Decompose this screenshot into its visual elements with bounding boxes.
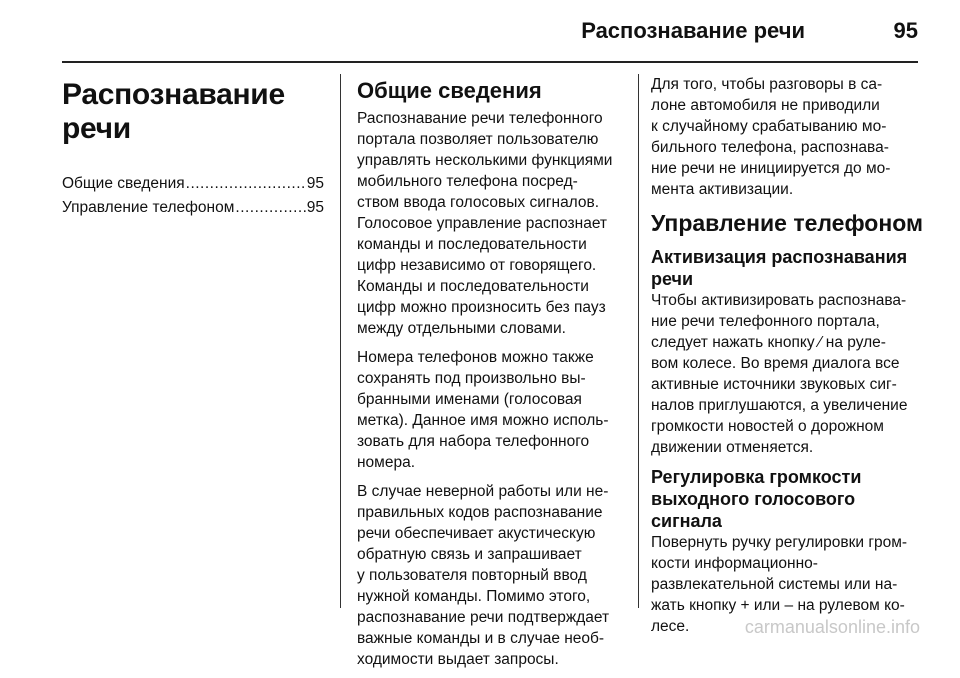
page-number: 95 — [893, 18, 918, 43]
toc-entry-phone-control[interactable] — [62, 196, 324, 220]
text-line: речи — [651, 269, 694, 289]
text-line: распознавание речи подтверждает — [357, 609, 610, 626]
text-line: нужной команды. Помимо этого, — [357, 588, 591, 605]
text-line: бильного телефона, распознава- — [651, 139, 889, 156]
text-line: вом колесе. Во время диалога все — [651, 355, 900, 372]
column-divider — [340, 74, 341, 608]
text-line: Регулировка громкости — [651, 467, 862, 487]
text-line: активные источники звуковых сиг- — [651, 376, 897, 393]
text-line: лесе. — [651, 618, 690, 635]
paragraph — [651, 74, 926, 200]
text-line: громкости новостей о дорожном — [651, 418, 884, 435]
text-line: команды и последовательности — [357, 236, 587, 253]
text-line: важные команды и в случае необ- — [357, 630, 605, 647]
text-line: правильных кодов распознавание — [357, 504, 603, 521]
text-line: у пользователя повторный ввод — [357, 567, 587, 584]
text-line: цифр независимо от говорящего. — [357, 257, 597, 274]
chapter-title: Распознавание речи — [62, 78, 285, 145]
toc-label: Управление телефоном — [62, 199, 235, 216]
middle-column — [357, 74, 625, 678]
text-line: Повернуть ручку регулировки гром- — [651, 534, 908, 551]
text-line: мобильного телефона посред- — [357, 173, 578, 190]
text-line: ходимости выдает запросы. — [357, 651, 559, 668]
paragraph — [357, 108, 625, 339]
text-line: обратную связь и запрашивает — [357, 546, 582, 563]
text-line: между отдельными словами. — [357, 320, 566, 337]
paragraph — [357, 347, 625, 473]
text-line: метка). Данное имя можно исполь- — [357, 412, 609, 429]
text-line: речи обеспечивает акустическую — [357, 525, 596, 542]
toc-leader — [186, 172, 306, 196]
text-line: Распознавание речи телефонного — [357, 110, 603, 127]
text-line: лоне автомобиля не приводили — [651, 97, 880, 114]
text-line: управлять несколькими функциями — [357, 152, 613, 169]
text-line: развлекательной системы или на- — [651, 576, 898, 593]
toc-leader — [235, 196, 305, 220]
subsection-heading — [651, 246, 926, 290]
text-line: следует нажать кнопку ⁄ на руле- — [651, 334, 886, 351]
text-line: ние речи телефонного портала, — [651, 313, 880, 330]
text-line: ством ввода голосовых сигналов. — [357, 194, 600, 211]
right-column — [651, 74, 926, 645]
text-line: сигнала — [651, 511, 722, 531]
column-divider — [638, 74, 639, 608]
text-line: сохранять под произвольно вы- — [357, 370, 586, 387]
toc-page: 95 — [306, 175, 324, 192]
text-line: цифр можно произносить без пауз — [357, 299, 606, 316]
text-line: портала позволяет пользователю — [357, 131, 599, 148]
paragraph — [651, 290, 926, 458]
text-line: движении отменяется. — [651, 439, 814, 456]
text-line: к случайному срабатыванию мо- — [651, 118, 887, 135]
text-line: В случае неверной работы или не- — [357, 483, 609, 500]
text-line: налов приглушаются, а увеличение — [651, 397, 908, 414]
text-line: выходного голосового — [651, 489, 856, 509]
text-line: Активизация распознавания — [651, 247, 908, 267]
text-line: кости информационно- — [651, 555, 818, 572]
section-heading-phone-control: Управление телефоном — [651, 210, 923, 236]
text-line: Для того, чтобы разговоры в са- — [651, 76, 883, 93]
text-line: ние речи не инициируется до мо- — [651, 160, 891, 177]
toc-entry-general[interactable] — [62, 172, 324, 196]
section-heading-general: Общие сведения — [357, 78, 542, 103]
subsection-heading — [651, 466, 926, 532]
toc-label: Общие сведения — [62, 175, 185, 192]
text-line: Чтобы активизировать распознава- — [651, 292, 907, 309]
text-line: бранными именами (голосовая — [357, 391, 582, 408]
text-line: Голосовое управление распознает — [357, 215, 608, 232]
text-line: номера. — [357, 454, 416, 471]
text-line: Номера телефонов можно также — [357, 349, 594, 366]
text-line: жать кнопку + или – на рулевом ко- — [651, 597, 905, 614]
watermark: carmanualsonline.info — [744, 617, 920, 637]
table-of-contents — [62, 172, 324, 220]
toc-page: 95 — [306, 199, 324, 216]
header-divider — [62, 61, 918, 63]
chapter-column — [62, 74, 324, 220]
text-line: мента активизации. — [651, 181, 794, 198]
text-line: Команды и последовательности — [357, 278, 589, 295]
text-line: зовать для набора телефонного — [357, 433, 590, 450]
running-header-title: Распознавание речи — [581, 18, 805, 43]
